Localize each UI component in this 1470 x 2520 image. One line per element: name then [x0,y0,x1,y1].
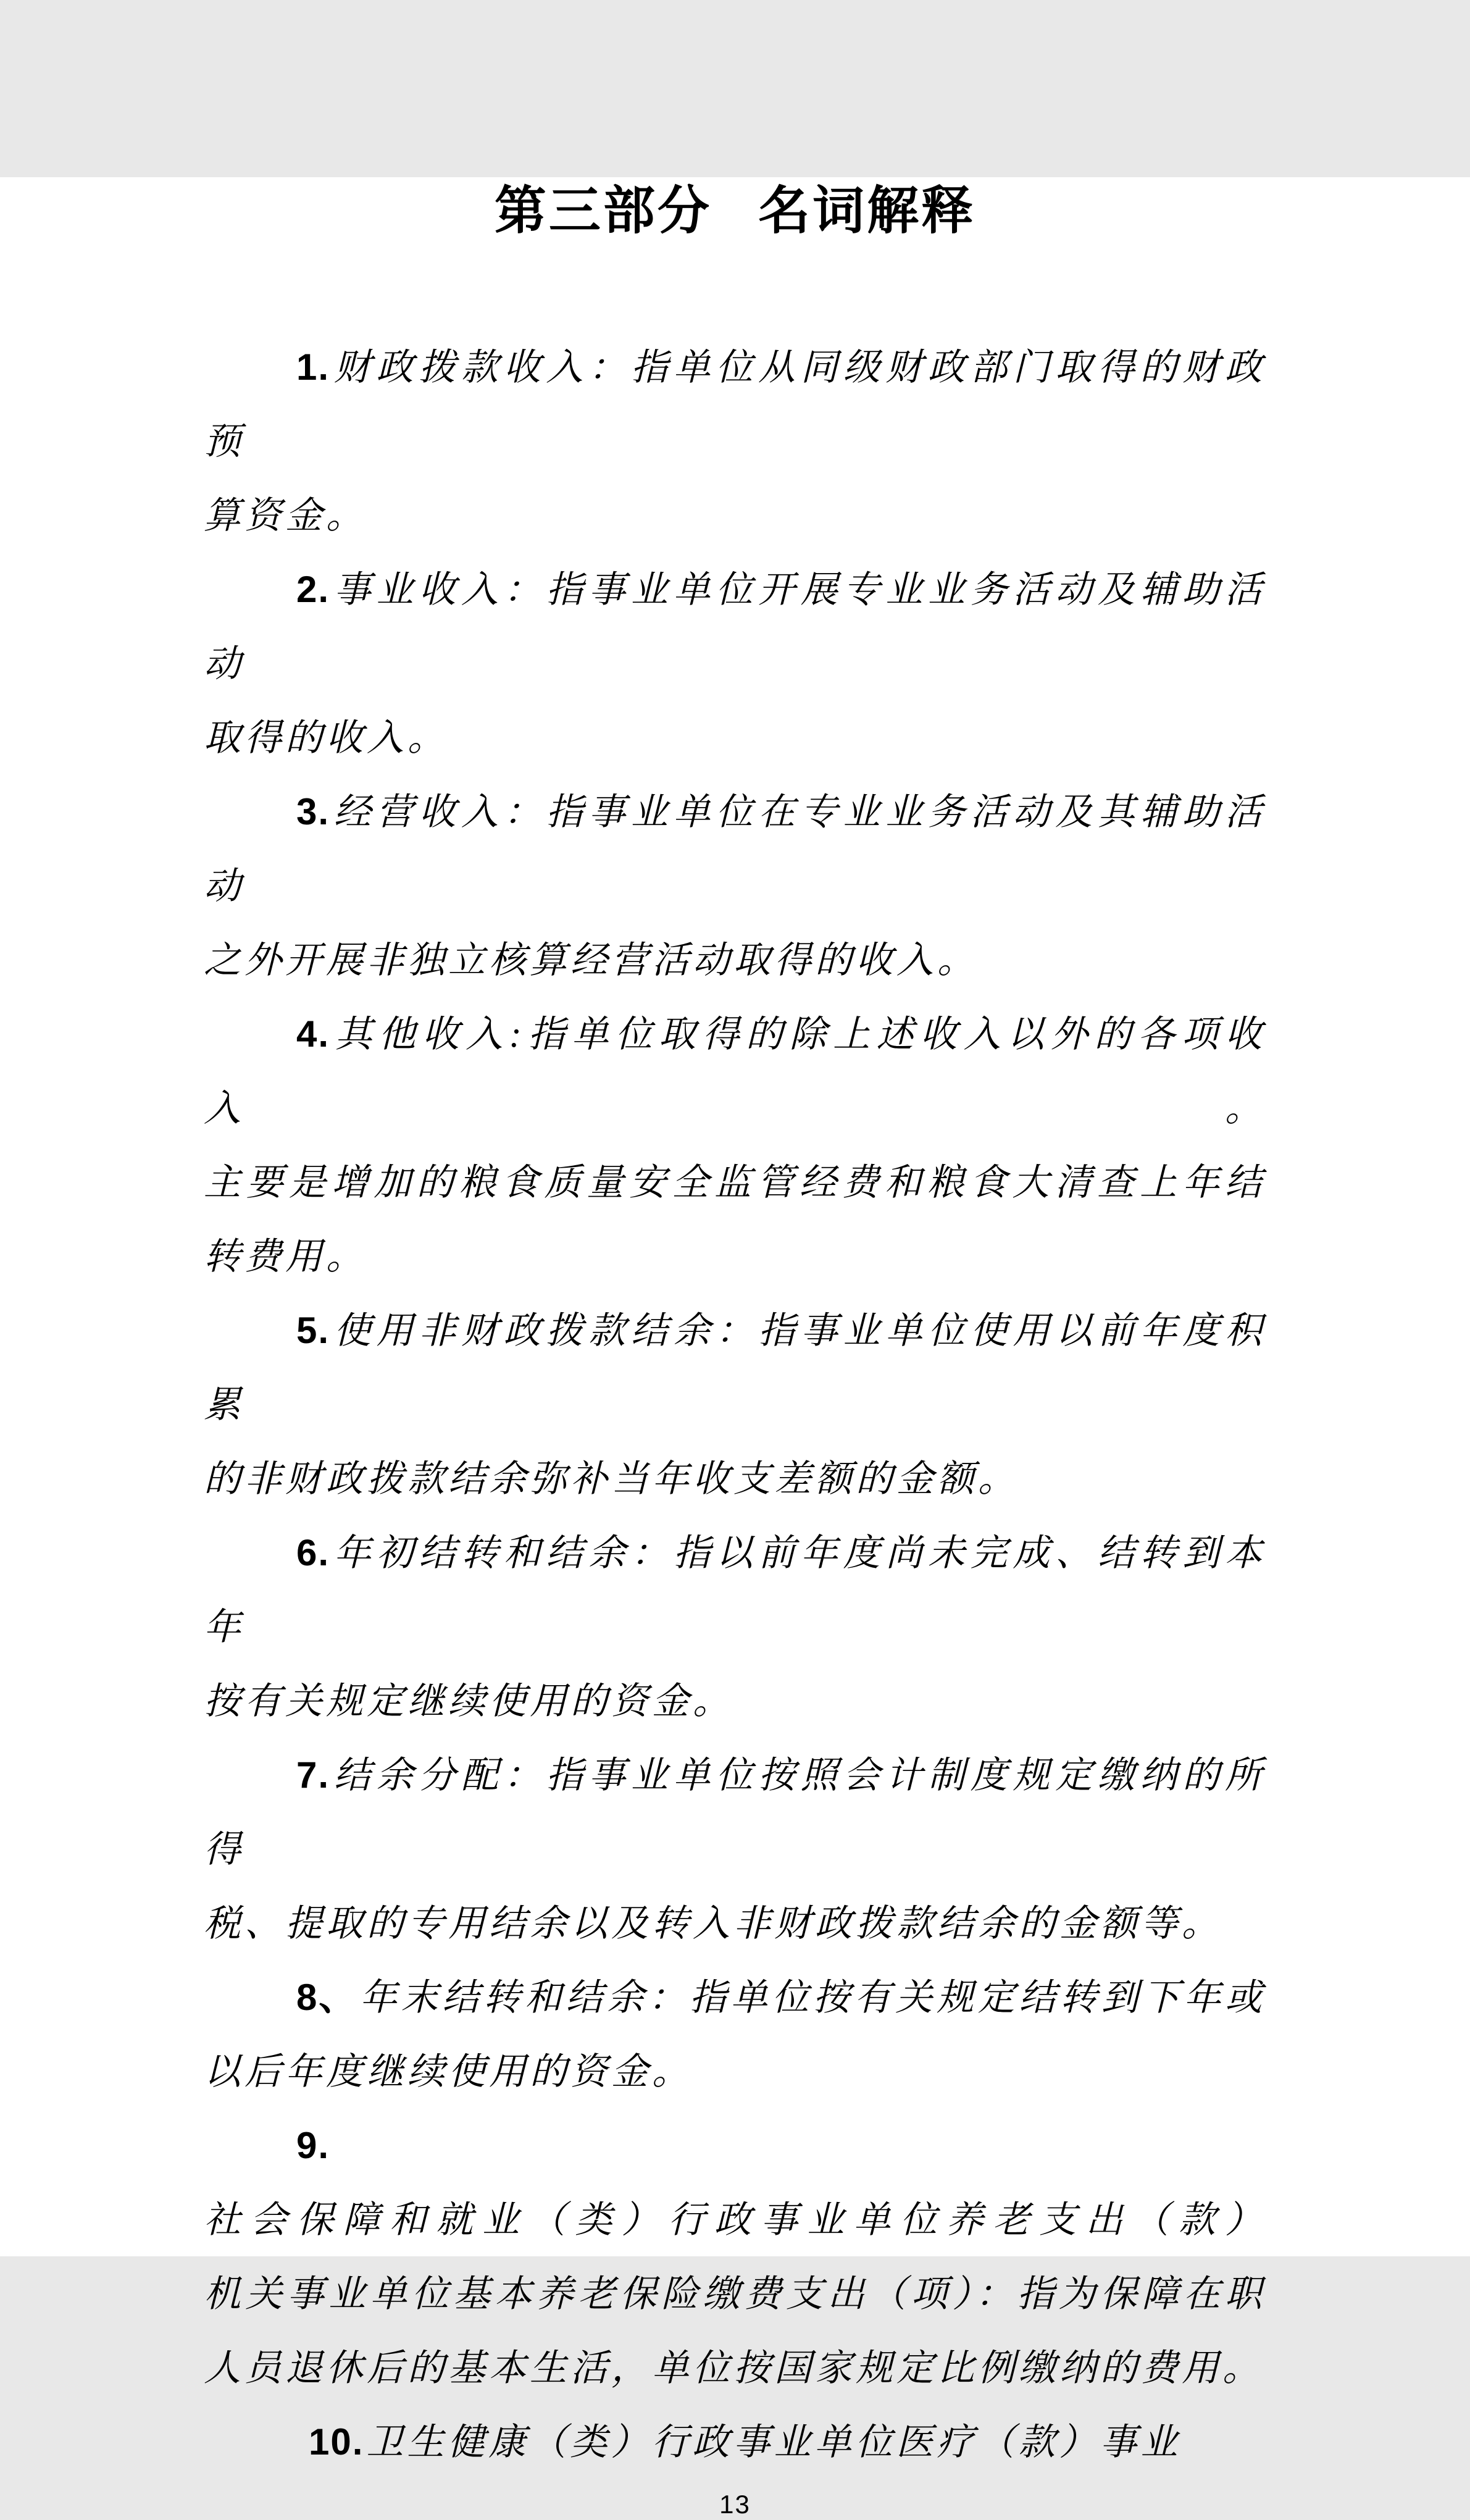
page-title: 第三部分 名词解释 [494,182,976,240]
text-line [204,553,1266,701]
paragraph [204,330,1266,553]
text-line [204,775,1266,923]
text-run: 人员退休后的基本生活，单位按国家规定比例缴纳的费用。 [204,2348,1263,2388]
document-page [0,177,1470,2519]
text-run: 年初结转和结余：指以前年度尚未完成、结转到本年 [204,1533,1266,1647]
text-line [204,2035,1266,2109]
list-number: 2. [296,569,330,610]
page-number: 13 [719,2490,751,2519]
text-run: 以后年度继续使用的资金。 [204,2051,693,2092]
text-line [204,1442,1266,1516]
list-number: 4. [296,1013,330,1055]
text-line [204,1516,1266,1664]
list-number: 7. [296,1754,330,1796]
text-line [204,2331,1266,2405]
text-run: 之外开展非独立核算经营活动取得的收入。 [204,940,978,981]
text-line [204,330,1266,479]
text-run: 年末结转和结余：指单位按有关规定结转到下年或 [359,1977,1266,2018]
list-number: 1. [296,346,330,388]
list-number: 10. [309,2421,364,2463]
text-run: 事业收入：指事业单位开展专业业务活动及辅助活动 [204,569,1266,684]
text-line [204,2257,1266,2331]
text-run: 社会保障和就业（类）行政事业单位养老支出（款） [204,2200,1266,2240]
text-line [204,997,1266,1145]
text-line [204,1738,1266,1886]
list-number: 8、 [296,1977,357,2018]
text-line [204,701,1266,775]
text-run: 卫生健康（类）行政事业单位医疗（款）事业 [366,2422,1182,2463]
text-line [204,1294,1266,1442]
text-run: 按有关规定继续使用的资金。 [204,1681,733,1722]
text-run: 算资金。 [204,495,367,536]
list-number: 6. [296,1532,330,1573]
paragraph [204,1516,1266,1738]
text-line [204,1145,1266,1220]
text-run: 转费用。 [204,1236,367,1277]
glossary-body [204,330,1266,2479]
text-line [204,923,1266,997]
list-number: 3. [296,791,330,832]
text-run: 使用非财政拨款结余：指事业单位使用以前年度积累 [204,1310,1266,1425]
list-number: 5. [296,1310,330,1351]
text-run: 取得的收入。 [204,718,448,758]
text-line [204,2109,1266,2257]
text-line [204,1220,1266,1294]
paragraph [204,1294,1266,1516]
text-line [204,1886,1266,1961]
paragraph [204,997,1266,1294]
text-run: 机关事业单位基本养老保险缴费支出（项）：指为保障在职 [204,2274,1266,2314]
text-run: 其他收入:指单位取得的除上述收入以外的各项收入。 [204,1014,1266,1129]
list-number: 9. [296,2125,330,2166]
text-line [204,2405,1266,2479]
paragraph [204,1961,1266,2109]
text-line [204,479,1266,553]
text-run: 结余分配：指事业单位按照会计制度规定缴纳的所得 [204,1755,1266,1870]
text-run: 经营收入：指事业单位在专业业务活动及其辅助活动 [204,792,1266,906]
paragraph [204,775,1266,997]
paragraph [204,1738,1266,1961]
text-run: 的非财政拨款结余弥补当年收支差额的金额。 [204,1459,1019,1499]
text-run: 主要是增加的粮食质量安全监管经费和粮食大清查上年结 [204,1162,1266,1203]
text-run: 税、提取的专用结余以及转入非财政拨款结余的金额等。 [204,1903,1222,1944]
text-line [204,1961,1266,2035]
text-line [204,1664,1266,1738]
paragraph [204,2109,1266,2405]
text-run: 财政拨款收入：指单位从同级财政部门取得的财政预 [204,347,1266,462]
paragraph [204,553,1266,775]
paragraph [204,2405,1266,2479]
